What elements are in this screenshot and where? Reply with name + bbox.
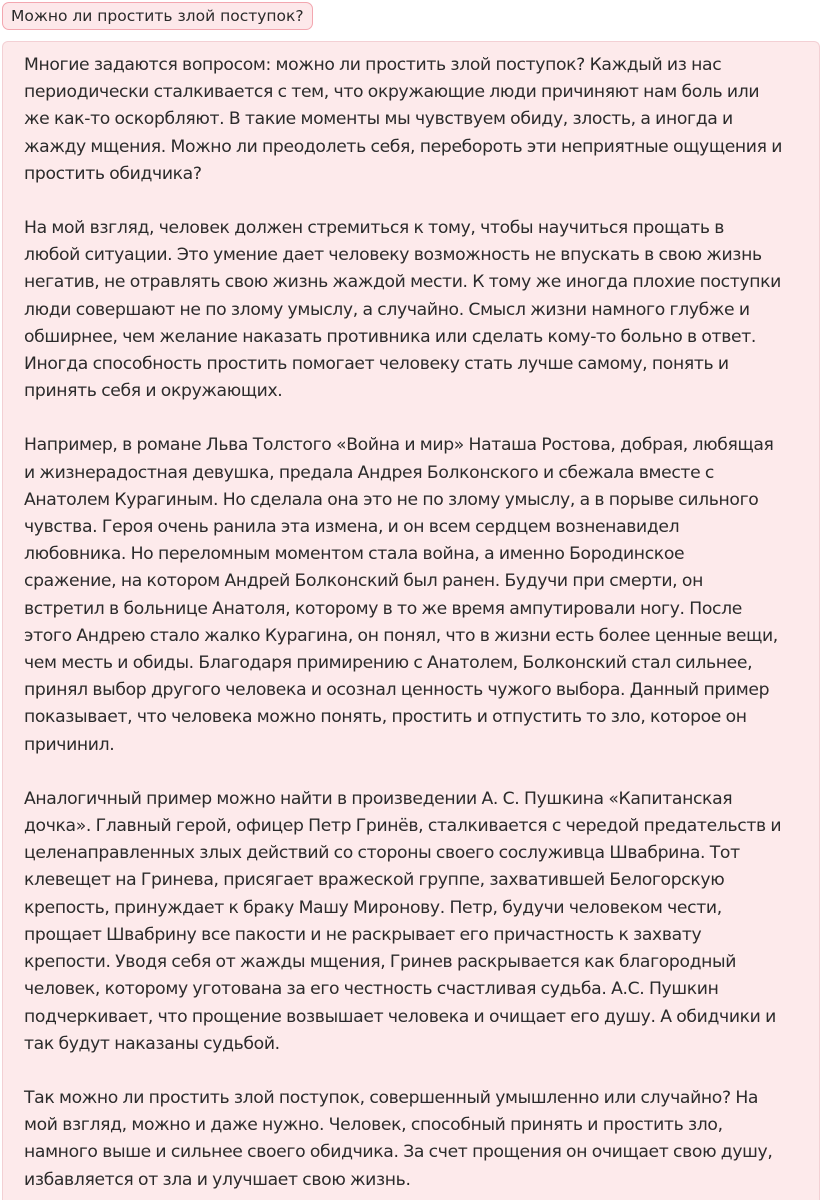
essay-paragraph-3: Например, в романе Льва Толстого «Война и мир» Наташа Ростова, добрая, любящая и жизнерадостная девушка, предала Андрея Болконского и сбежала вместе с Анатолем Курагиным. Но сделала она это не по злому умыслу, а в порыве сильного чувства. Героя очень ранила эта измена, и он всем сердцем возненавидел любовника. Но переломным моментом стала война, а именно Бородинское сражение, на котором Андрей Болконский был ранен. Будучи при смерти, он встретил в больнице Анатоля, которому в то же время ампутировали ногу. После этого Андрею стало жалко Курагина, он понял, что в жизни есть более ценные вещи, чем месть и обиды. Благодаря примирению с Анатолем, Болконский стал сильнее, принял выбор другого человека и осознал ценность чужого выбора. Данный пример показывает, что человека можно понять, простить и отпустить то зло, которое он причинил. (24, 435, 778, 755)
essay-text-box (2, 41, 820, 1200)
essay-paragraph-2: На мой взгляд, человек должен стремиться к тому, чтобы научиться прощать в любой ситуации. Это умение дает человеку возможность не впускать в свою жизнь негатив, не отравлять свою жизнь жаждой мести. К тому же иногда плохие поступки люди совершают не по злому умыслу, а случайно. Смысл жизни намного глубже и обширнее, чем желание наказать противника или сделать кому-то больно в ответ. Иногда способность простить помогает человеку стать лучше самому, понять и принять себя и окружающих. (24, 218, 781, 402)
essay-paragraph-4: Аналогичный пример можно найти в произведении А. С. Пушкина «Капитанская дочка». Главный герой, офицер Петр Гринёв, сталкивается с чередой предательств и целенаправленных злых действий со стороны своего сослуживца Швабрина. Тот клевещет на Гринева, присягает вражеской группе, захватившей Белогорскую крепость, принуждает к браку Машу Миронову. Петр, будучи человеком чести, прощает Швабрину все пакости и не раскрывает его причастность к захвату крепости. Уводя себя от жажды мщения, Гринев раскрывается как благородный человек, которому уготована за его честность счастливая судьба. А.С. Пушкин подчеркивает, что прощение возвышает человека и очищает его душу. А обидчики и так будут наказаны судьбой. (24, 788, 782, 1054)
essay-title-tag: Можно ли простить злой поступок? (2, 2, 313, 30)
essay-paragraph-5: Так можно ли простить злой поступок, совершенный умышленно или случайно? На мой взгляд, можно и даже нужно. Человек, способный принять и простить зло, намного выше и сильнее своего обидчика. За счет прощения он очищает свою душу, избавляется от зла и улучшает свою жизнь. (24, 1087, 773, 1190)
essay-paragraph-1: Многие задаются вопросом: можно ли простить злой поступок? Каждый из нас периодически сталкивается с тем, что окружающие люди причиняют нам боль или же как-то оскорбляют. В такие моменты мы чувствуем обиду, злость, а иногда и жажду мщения. Можно ли преодолеть себя, перебороть эти неприятные ощущения и простить обидчика? (24, 55, 783, 184)
